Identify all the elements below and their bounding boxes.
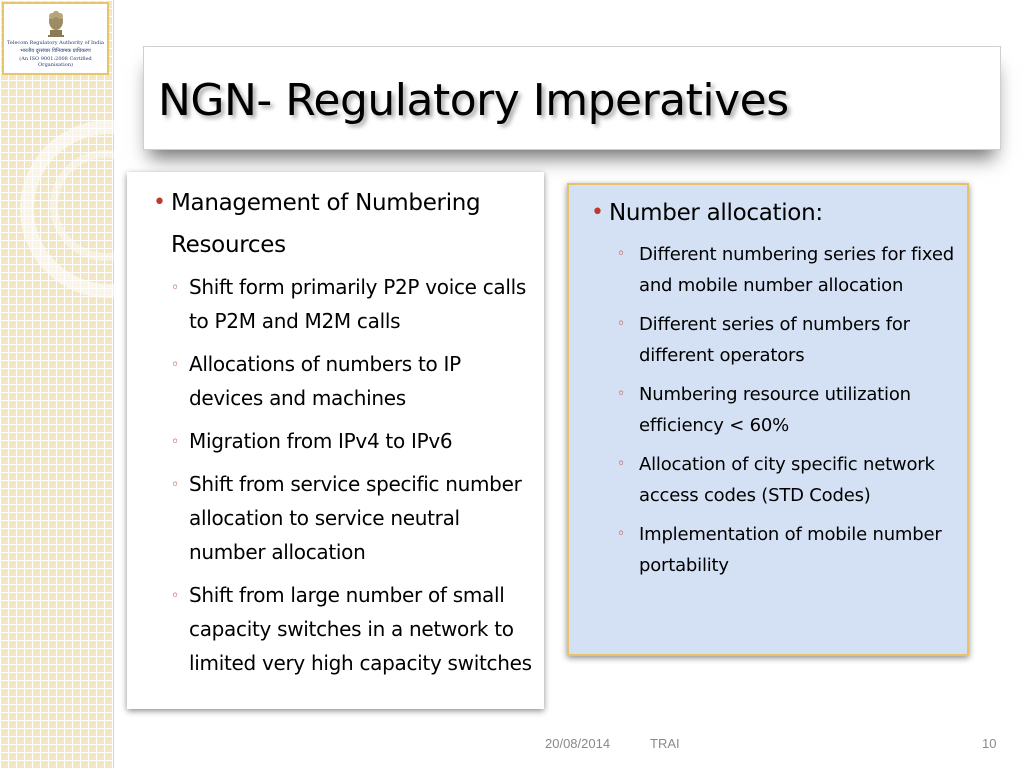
right-heading xyxy=(591,197,957,229)
bullet-circle-icon: ◦ xyxy=(617,246,626,262)
left-sub-list xyxy=(171,270,536,680)
list-item-text: Different numbering series for fixed and mobile number allocation xyxy=(639,244,954,296)
national-emblem-icon xyxy=(45,8,67,38)
left-list-item xyxy=(171,467,536,569)
right-content-box xyxy=(567,183,969,656)
left-content-box xyxy=(127,172,544,709)
list-item-text: Shift from large number of small capacity switches in a network to limited very high capacity switches xyxy=(189,583,532,675)
trai-logo xyxy=(2,2,109,75)
bullet-circle-icon: ◦ xyxy=(171,280,179,296)
bullet-circle-icon: ◦ xyxy=(617,526,626,542)
bullet-circle-icon: ◦ xyxy=(171,434,179,450)
left-list-item xyxy=(171,347,536,415)
list-item-text: Shift form primarily P2P voice calls to P2M and M2M calls xyxy=(189,275,527,333)
logo-text-english: Telecom Regulatory Authority of India xyxy=(6,40,105,46)
right-list-item xyxy=(617,449,959,511)
bullet-circle-icon: ◦ xyxy=(617,316,626,332)
bullet-dot-icon: • xyxy=(591,200,604,225)
bullet-circle-icon: ◦ xyxy=(171,357,179,373)
list-item-text: Numbering resource utilization efficiency < 60% xyxy=(639,384,911,436)
logo-text-certification: (An ISO 9001:2008 Certified Organisation) xyxy=(19,56,92,68)
decorative-side-band xyxy=(0,0,114,768)
list-item-text: Implementation of mobile number portability xyxy=(639,524,942,576)
list-item-text: Allocation of city specific network access codes (STD Codes) xyxy=(639,454,935,506)
right-list-item xyxy=(617,239,959,301)
right-heading-text: Number allocation: xyxy=(609,200,823,226)
left-list-item xyxy=(171,270,536,338)
bullet-dot-icon: • xyxy=(153,190,166,215)
list-item-text: Shift from service specific number allocation to service neutral number allocation xyxy=(189,472,522,564)
left-list-item xyxy=(171,578,536,680)
list-item-text: Migration from IPv4 to IPv6 xyxy=(189,429,453,453)
right-list-item xyxy=(617,519,959,581)
list-item-text: Different series of numbers for different operators xyxy=(639,314,910,366)
bullet-circle-icon: ◦ xyxy=(617,386,626,402)
left-list-item xyxy=(171,424,536,458)
right-sub-list xyxy=(617,239,959,581)
title-box xyxy=(143,46,1001,150)
bullet-circle-icon: ◦ xyxy=(171,588,179,604)
right-list-item xyxy=(617,309,959,371)
left-heading-text: Management of Numbering Resources xyxy=(171,190,481,258)
bullet-circle-icon: ◦ xyxy=(617,456,626,472)
footer-date: 20/08/2014 xyxy=(545,736,611,751)
slide-title: NGN- Regulatory Imperatives xyxy=(158,75,789,126)
logo-text-hindi: भारतीय दूरसंचार विनियामक प्राधिकरण xyxy=(20,48,91,54)
right-list-item xyxy=(617,379,959,441)
list-item-text: Allocations of numbers to IP devices and machines xyxy=(189,352,461,410)
slide-number: 10 xyxy=(982,736,997,751)
left-heading xyxy=(153,182,534,266)
footer-organization: TRAI xyxy=(650,736,680,751)
bullet-circle-icon: ◦ xyxy=(171,477,179,493)
